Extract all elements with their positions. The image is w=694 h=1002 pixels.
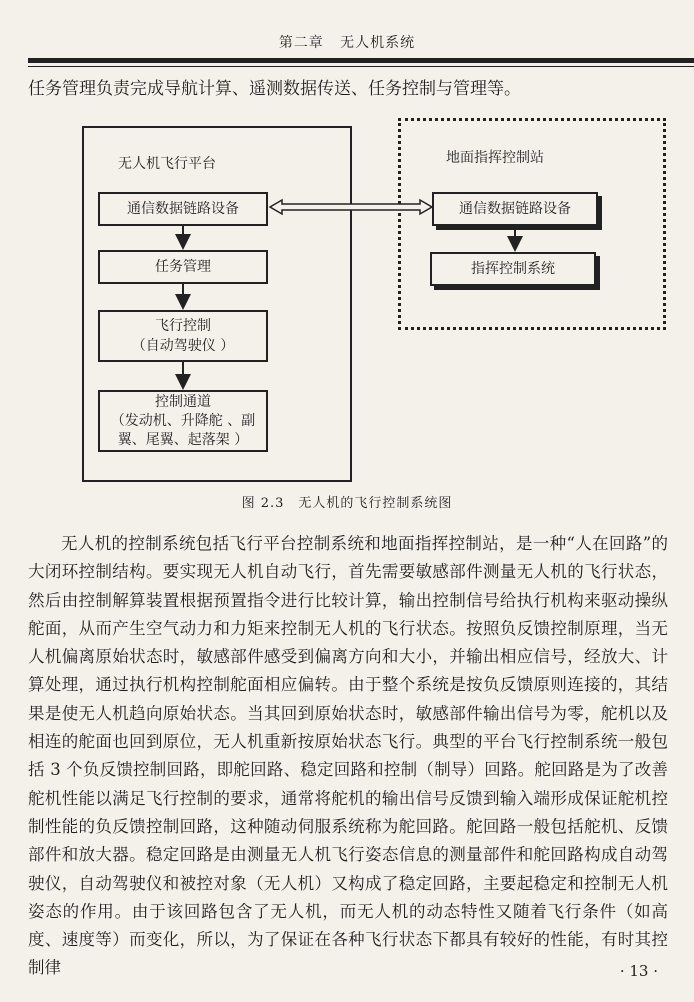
autopilot-label: （自动驾驶仪 ） [131, 338, 235, 354]
ground-comm-label: 通信数据链路设备 [459, 201, 571, 217]
command-control-label: 指挥控制系统 [471, 261, 555, 277]
body-paragraph: 无人机的控制系统包括飞行平台控制系统和地面指挥控制站，是一种“人在回路”的大闭环控制结构。要实现无人机自动飞行，首先需要敏感部件测量无人机的飞行状态，然后由控制解算装置根据预置指令进行比较计算，输出控制信号给执行机构来驱动操纵舵面，从而产生空气动力和力矩来控制无人机的飞行状态。按照负反馈控制原理，当无人机偏离原始状态时，敏感部件感受到偏离方向和大小，并输出相应信号，经放大、计算处理，通过执行机构控制舵面相应偏转。由于整个系统是按负反馈原则连接的，其结果是使无人机趋向原始状态。当其回到原始状态时，敏感部件输出信号为零，舵机以及相连的舵面也回到原位，无人机重新按原始状态飞行。典型的平台飞行控制系统一般包括 3 个负反馈控制回路，即舵回路、稳定回路和控制（制导）回路。舵回路是为了改善舵机性能以满足飞行控制的要求，通常将舵机的输出信号反馈到输入端形成保证舵机控制性能的负反馈控制回路，这种随动伺服系统称为舵回路。舵回路一般包括舵机、反馈部件和放大器。稳定回路是由测量无人机飞行姿态信息的测量部件和舵回路构成自动驾驶仪，自动驾驶仪和被控对象（无人机）又构成了稳定回路，主要起稳定和控制无人机姿态的作用。由于该回路包含了无人机，而无人机的动态特性又随着飞行条件（如高度、速度等）而变化，所以，为了保证在各种飞行状态下都具有较好的性能，有时其控制律 [28, 534, 668, 978]
control-channel-detail-1: （发动机、升降舵 、副 [110, 412, 256, 429]
platform-comm-label: 通信数据链路设备 [127, 201, 239, 217]
flight-control-label: 飞行控制 [155, 318, 211, 334]
control-channel-detail-2: 翼、尾翼、起落架 ） [117, 431, 249, 448]
page-number: · 13 · [619, 962, 658, 980]
figure-caption: 图 2.3 无人机的飞行控制系统图 [241, 496, 453, 511]
datalink-double-arrow [270, 200, 432, 214]
chapter-number: 第二章 [278, 35, 324, 51]
chapter-title: 无人机系统 [340, 35, 416, 51]
platform-label: 无人机飞行平台 [118, 156, 216, 172]
ground-station-label: 地面指挥控制站 [446, 150, 544, 166]
mission-management-label: 任务管理 [155, 259, 211, 275]
control-channel-label: 控制通道 [155, 393, 211, 410]
intro-sentence: 任务管理负责完成导航计算、遥测数据传送、任务控制与管理等。 [28, 79, 521, 99]
